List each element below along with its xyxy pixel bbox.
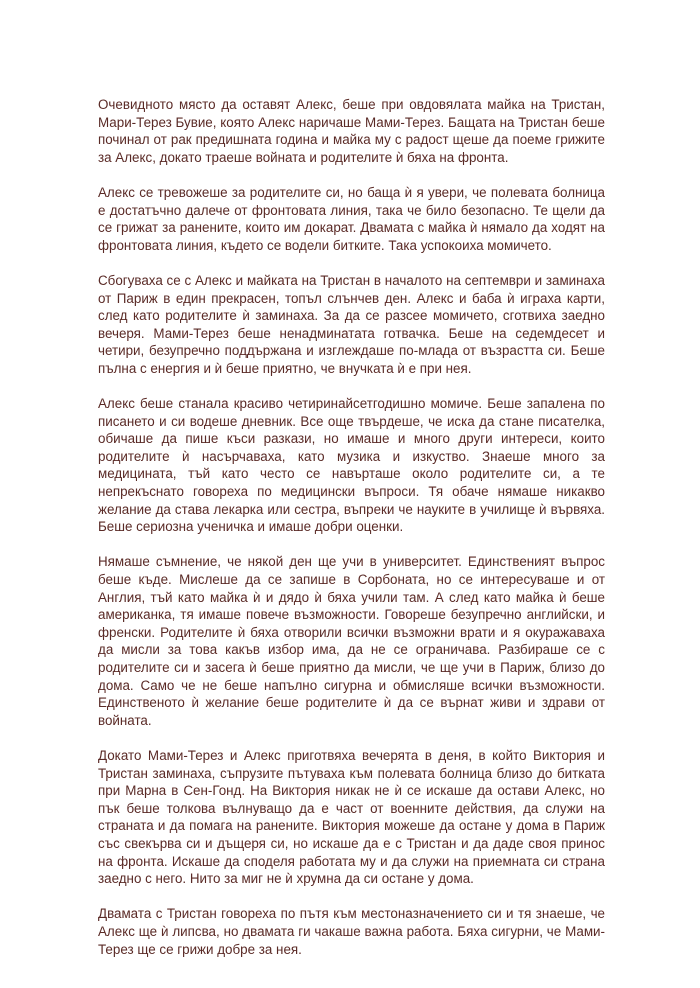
paragraph-6: Докато Мами-Терез и Алекс приготвяха вечерята в деня, в който Виктория и Тристан заминаха, съпрузите пътуваха към полевата болница близо до битката при Марна в Сен-Гонд. На Виктория никак не ѝ се искаше да остави Алекс, но пък беше толкова вълнуващо да е част от военните действия, да служи на страната и да помага на ранените. Виктория можеше да остане у дома в Париж със свекърва си и дъщеря си, но искаше да е с Тристан и да даде своя принос на фронта. Искаше да споделя работата му и да служи на приемната си страна заедно с него. Нито за миг не ѝ хрумна да си остане у дома. [98,747,605,887]
paragraph-3: Сбогуваха се с Алекс и майката на Тристан в началото на септември и заминаха от Париж в един прекрасен, топъл слънчев ден. Алекс и баба ѝ играха карти, след като родителите ѝ заминаха. За да се разсее момичето, сготвиха заедно вечеря. Мами-Терез беше ненадминатата готвачка. Беше на седемдесет и четири, безупречно поддържана и изглеждаше по-млада от възрастта си. Беше пълна с енергия и ѝ беше приятно, че внучката ѝ е при нея. [98,272,605,376]
document-body [98,96,605,976]
paragraph-5: Нямаше съмнение, че някой ден ще учи в университет. Единственият въпрос беше къде. Мислеше да се запише в Сорбоната, но се интересуваше и от Англия, тъй като майка ѝ и дядо ѝ бяха учили там. А след като майка ѝ беше американка, тя имаше повече възможности. Говореше безупречно английски, и френски. Родителите ѝ бяха отворили всички възможни врати и я окуражаваха да мисли за това какъв избор има, да не се ограничава. Разбираше се с родителите си и засега ѝ беше приятно да мисли, че ще учи в Париж, близо до дома. Само че не беше напълно сигурна и обмисляше всички възможности. Единственото ѝ желание беше родителите ѝ да се върнат живи и здрави от войната. [98,554,605,728]
paragraph-1: Очевидното място да оставят Алекс, беше при овдовялата майка на Тристан, Мари-Терез Бувие, която Алекс наричаше Мами-Терез. Бащата на Тристан беше починал от рак предишната година и майка му с радост щеше да поеме грижите за Алекс, докато траеше войната и родителите ѝ бяха на фронта. [98,97,605,165]
paragraph-7: Двамата с Тристан говореха по пътя към местоназначението си и тя знаеше, че Алекс ще ѝ липсва, но двамата ги чакаше важна работа. Бяха сигурни, че Мами-Терез ще се грижи добре за нея. [98,906,605,957]
paragraph-2: Алекс се тревожеше за родителите си, но баща ѝ я увери, че полевата болница е достатъчно далече от фронтовата линия, така че било безопасно. Те щели да се грижат за ранените, които им докарат. Двамата с майка ѝ нямало да ходят на фронтовата линия, където се водели битките. Така успокоиха момичето. [98,184,605,253]
paragraph-4: Алекс беше станала красиво четиринайсетгодишно момиче. Беше запалена по писането и си водеше дневник. Все още твърдеше, че иска да стане писателка, обичаше да пише къси разкази, но имаше и много други интереси, които родителите ѝ насърчаваха, като музика и изкуство. Знаеше много за медицината, тъй като често се навърташе около родителите си, а те непрекъснато говореха по медицински въпроси. Тя обаче нямаше никакво желание да става лекарка или сестра, въпреки че науките в училище ѝ вървяха. Беше сериозна ученичка и имаше добри оценки. [98,396,605,535]
